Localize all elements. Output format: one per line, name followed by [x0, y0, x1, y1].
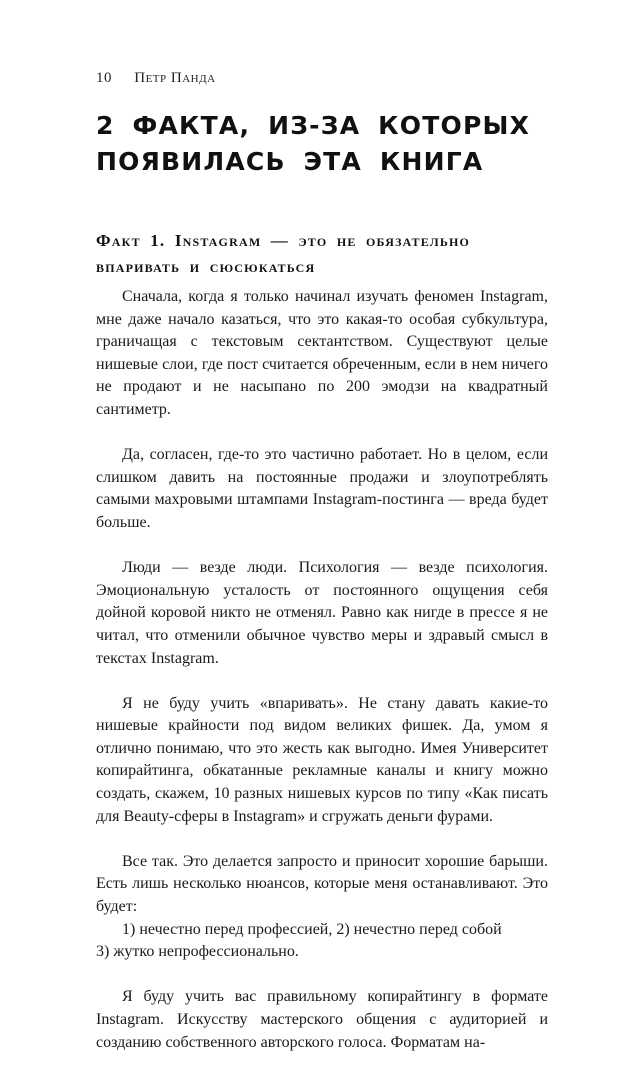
paragraph: Да, согласен, где-то это частично работает. Но в целом, если слишком давить на постоянные продажи и злоупотреблять самыми махровыми штампами Instagram-постинга — вреда будет больше.	[96, 446, 548, 531]
paragraph: Я не буду учить «впаривать». Не стану давать какие-то нишевые крайности под видом великих фишек. Да, умом я отлично понимаю, что это жесть как выгодно. Имея Университет копирайтинга, обкатанные рекламные каналы и книгу можно создать, скажем, 10 разных нишевых курсов по типу «Как писать для Beauty-сферы в Instagram» и сгружать деньги фурами.	[96, 694, 548, 825]
list-line: 3) жутко непрофессионально.	[96, 943, 299, 961]
paragraph: Сначала, когда я только начинал изучать феномен Instagram, мне даже начало казаться, что это какая-то особая субкультура, граничащая с текстовым сектантством. Существуют целые нишевые слои, где пост считается обреченным, если в нем ничего не продают и не насыпано по 200 эмодзи на квадратный сантиметр.	[96, 288, 548, 418]
paragraph: Я буду учить вас правильному копирайтингу в формате Instagram. Искусству мастерского общения с аудиторией и созданию собственного авторского голоса. Форматам на-	[96, 988, 548, 1051]
paragraph: Все так. Это делается запросто и приносит хорошие барыши. Есть лишь несколько нюансов, которые меня останавливают. Это будет:	[96, 852, 548, 916]
list-line: 1) нечестно перед профессией, 2) нечестно перед собой	[122, 920, 502, 938]
running-header-author: Петр Панда	[134, 70, 216, 86]
running-header	[96, 70, 216, 87]
paragraph: Люди — везде люди. Психология — везде психология. Эмоциональную усталость от постоянного ощущения себя дойной коровой никто не отменял. Равно как нигде в прессе я не читал, что отменили обычное чувство меры и здравый смысл в текстах Instagram.	[96, 559, 548, 667]
book-page	[96, 0, 548, 1051]
chapter-title: 2 ФАКТА, ИЗ-ЗА КОТОРЫХ ПОЯВИЛАСЬ ЭТА КНИГА	[96, 111, 531, 176]
section-title: Факт 1. Instagram — это не обязательно впаривать и сюсюкаться	[96, 231, 471, 276]
page-number: 10	[96, 70, 112, 86]
body-text	[96, 286, 548, 1077]
